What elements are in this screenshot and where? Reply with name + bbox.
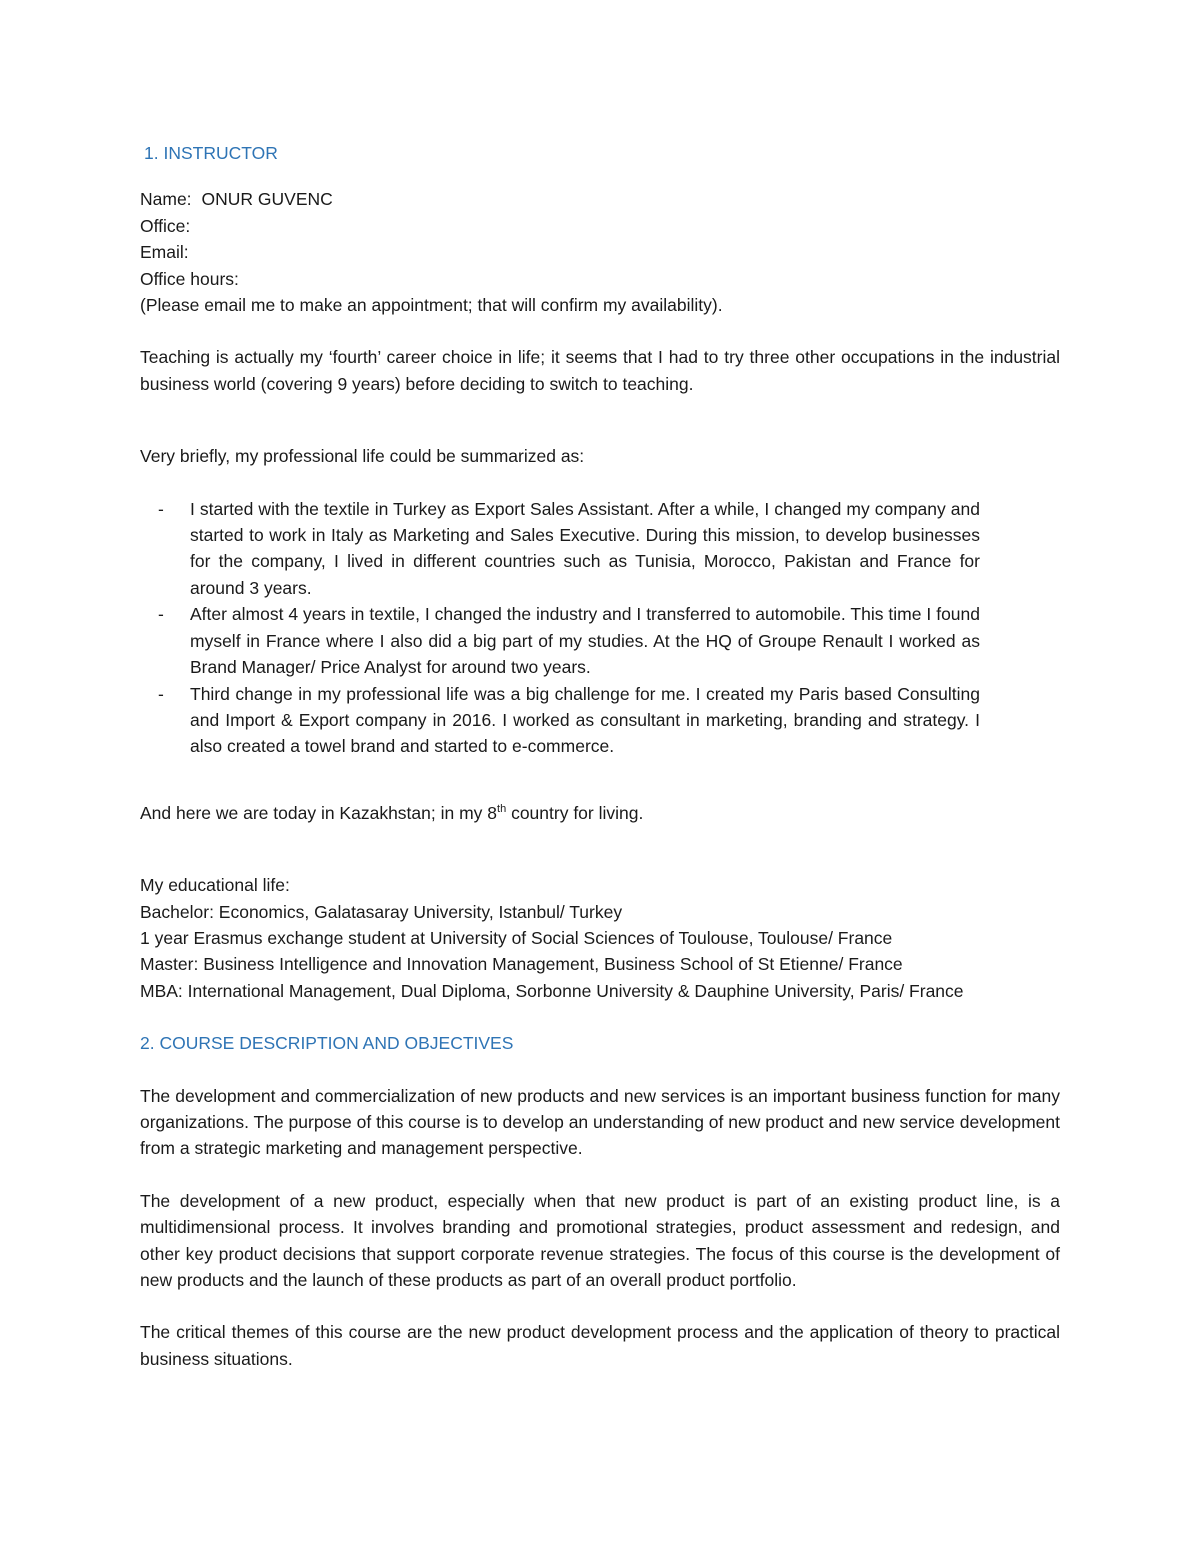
office-label: Office: <box>140 215 191 236</box>
email-label: Email: <box>140 242 189 263</box>
summary-intro: Very briefly, my professional life could be summarized as: <box>140 446 585 467</box>
kazakhstan-line <box>140 800 1060 826</box>
education-item: Bachelor: Economics, Galatasaray University, Istanbul/ Turkey <box>140 901 623 922</box>
career-item-text: Third change in my professional life was a big challenge for me. I created my Paris based Consulting and Import & Export company in 2016. I worked as consultant in marketing, branding and strategy. I also created a towel brand and started to e-commerce. <box>190 683 980 757</box>
list-item <box>140 496 1060 602</box>
career-item-text: After almost 4 years in textile, I changed the industry and I transferred to automobile. This time I found myself in France where I also did a big part of my studies. At the HQ of Groupe Renault I worked as Brand Manager/ Price Analyst for around two years. <box>190 604 980 678</box>
list-item <box>140 681 1060 760</box>
career-list <box>140 496 1060 760</box>
ordinal-suffix: th <box>497 802 507 815</box>
teaching-paragraph: Teaching is actually my ‘fourth’ career choice in life; it seems that I had to try three other occupations in the industrial business world (covering 9 years) before deciding to switch to teaching. <box>140 347 1060 394</box>
appointment-note: (Please email me to make an appointment; that will confirm my availability). <box>140 295 723 316</box>
career-item-text: I started with the textile in Turkey as Export Sales Assistant. After a while, I changed my company and started to work in Italy as Marketing and Sales Executive. During this mission, to develop businesses for the company, I lived in different countries such as Tunisia, Morocco, Pakistan and France for around 3 years. <box>190 498 980 598</box>
bullet-dash: - <box>158 683 164 704</box>
course-paragraph: The development of a new product, especially when that new product is part of an existing product line, is a multidimensional process. It involves branding and promotional strategies, product assessment and redesign, and other key product decisions that support corporate revenue strategies. The focus of this course is the development of new products and the launch of these products as part of an overall product portfolio. <box>140 1190 1060 1290</box>
section-2-heading: 2. COURSE DESCRIPTION AND OBJECTIVES <box>140 1033 514 1054</box>
document-page <box>140 140 1060 1372</box>
kazakhstan-text-end: country for living. <box>506 802 644 823</box>
education-item: MBA: International Management, Dual Diploma, Sorbonne University & Dauphine University, Paris/ France <box>140 980 964 1001</box>
course-paragraph: The development and commercialization of new products and new services is an important business function for many organizations. The purpose of this course is to develop an understanding of new product and new service development from a strategic marketing and management perspective. <box>140 1085 1060 1159</box>
course-paragraph: The critical themes of this course are the new product development process and the application of theory to practical business situations. <box>140 1322 1060 1369</box>
instructor-name-line <box>140 186 1060 212</box>
office-hours-label: Office hours: <box>140 268 239 289</box>
section-1-heading: 1. INSTRUCTOR <box>144 143 278 163</box>
education-intro: My educational life: <box>140 875 290 896</box>
bullet-dash: - <box>158 498 164 519</box>
name-label: Name: <box>140 189 192 210</box>
education-item: 1 year Erasmus exchange student at University of Social Sciences of Toulouse, Toulouse/ France <box>140 927 893 948</box>
education-item: Master: Business Intelligence and Innovation Management, Business School of St Etienne/ France <box>140 954 903 975</box>
kazakhstan-text: And here we are today in Kazakhstan; in my 8 <box>140 802 498 823</box>
list-item <box>140 601 1060 680</box>
instructor-name: ONUR GUVENC <box>201 189 333 210</box>
bullet-dash: - <box>158 604 164 625</box>
